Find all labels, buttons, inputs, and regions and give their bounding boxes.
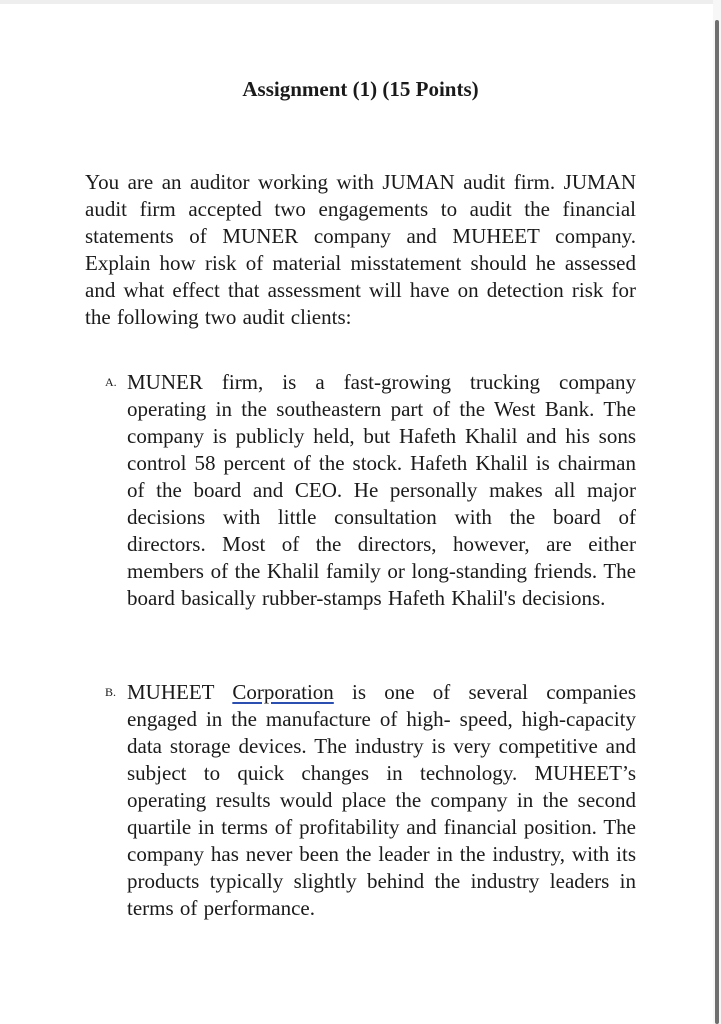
assignment-title: Assignment (1) (15 Points)	[242, 77, 479, 101]
item-b-text	[127, 679, 636, 922]
intro-paragraph: You are an auditor working with JUMAN audit firm. JUMAN audit firm accepted two engagements to audit the financial statements of MUNER company and MUHEET company. Explain how risk of material misstatement should he assessed and what effect that assessment will have on detection risk for the following two audit clients:	[85, 170, 636, 329]
list-item	[85, 369, 636, 612]
item-marker: B.	[105, 685, 117, 699]
item-b-text-rest: is one of several companies engaged in the manufacture of high- speed, high-capacity data storage devices. The industry is very competitive and subject to quick changes in technology. MUHEET’s operating results would place the company in the second quartile in terms of profitability and financial position. The company has never been the leader in the industry, with its products typically slightly behind the industry leaders in terms of performance.	[127, 680, 636, 920]
scrollbar-track[interactable]	[713, 0, 721, 1024]
corporation-link[interactable]: Corporation	[232, 680, 334, 704]
item-b-text-start: MUHEET	[127, 680, 233, 704]
top-edge	[0, 0, 721, 4]
item-a-text: MUNER firm, is a fast-growing trucking company operating in the southeastern part of the West Bank. The company is publicly held, but Hafeth Khalil and his sons control 58 percent of the stock. Hafeth Khalil is chairman of the board and CEO. He personally makes all major decisions with little consultation with the board of directors. Most of the directors, however, are either members of the Khalil family or long-standing friends. The board basically rubber-stamps Hafeth Khalil's decisions.	[127, 370, 636, 610]
list-item	[85, 679, 636, 922]
item-marker: A.	[105, 375, 117, 389]
scrollbar-thumb[interactable]	[715, 20, 719, 1024]
